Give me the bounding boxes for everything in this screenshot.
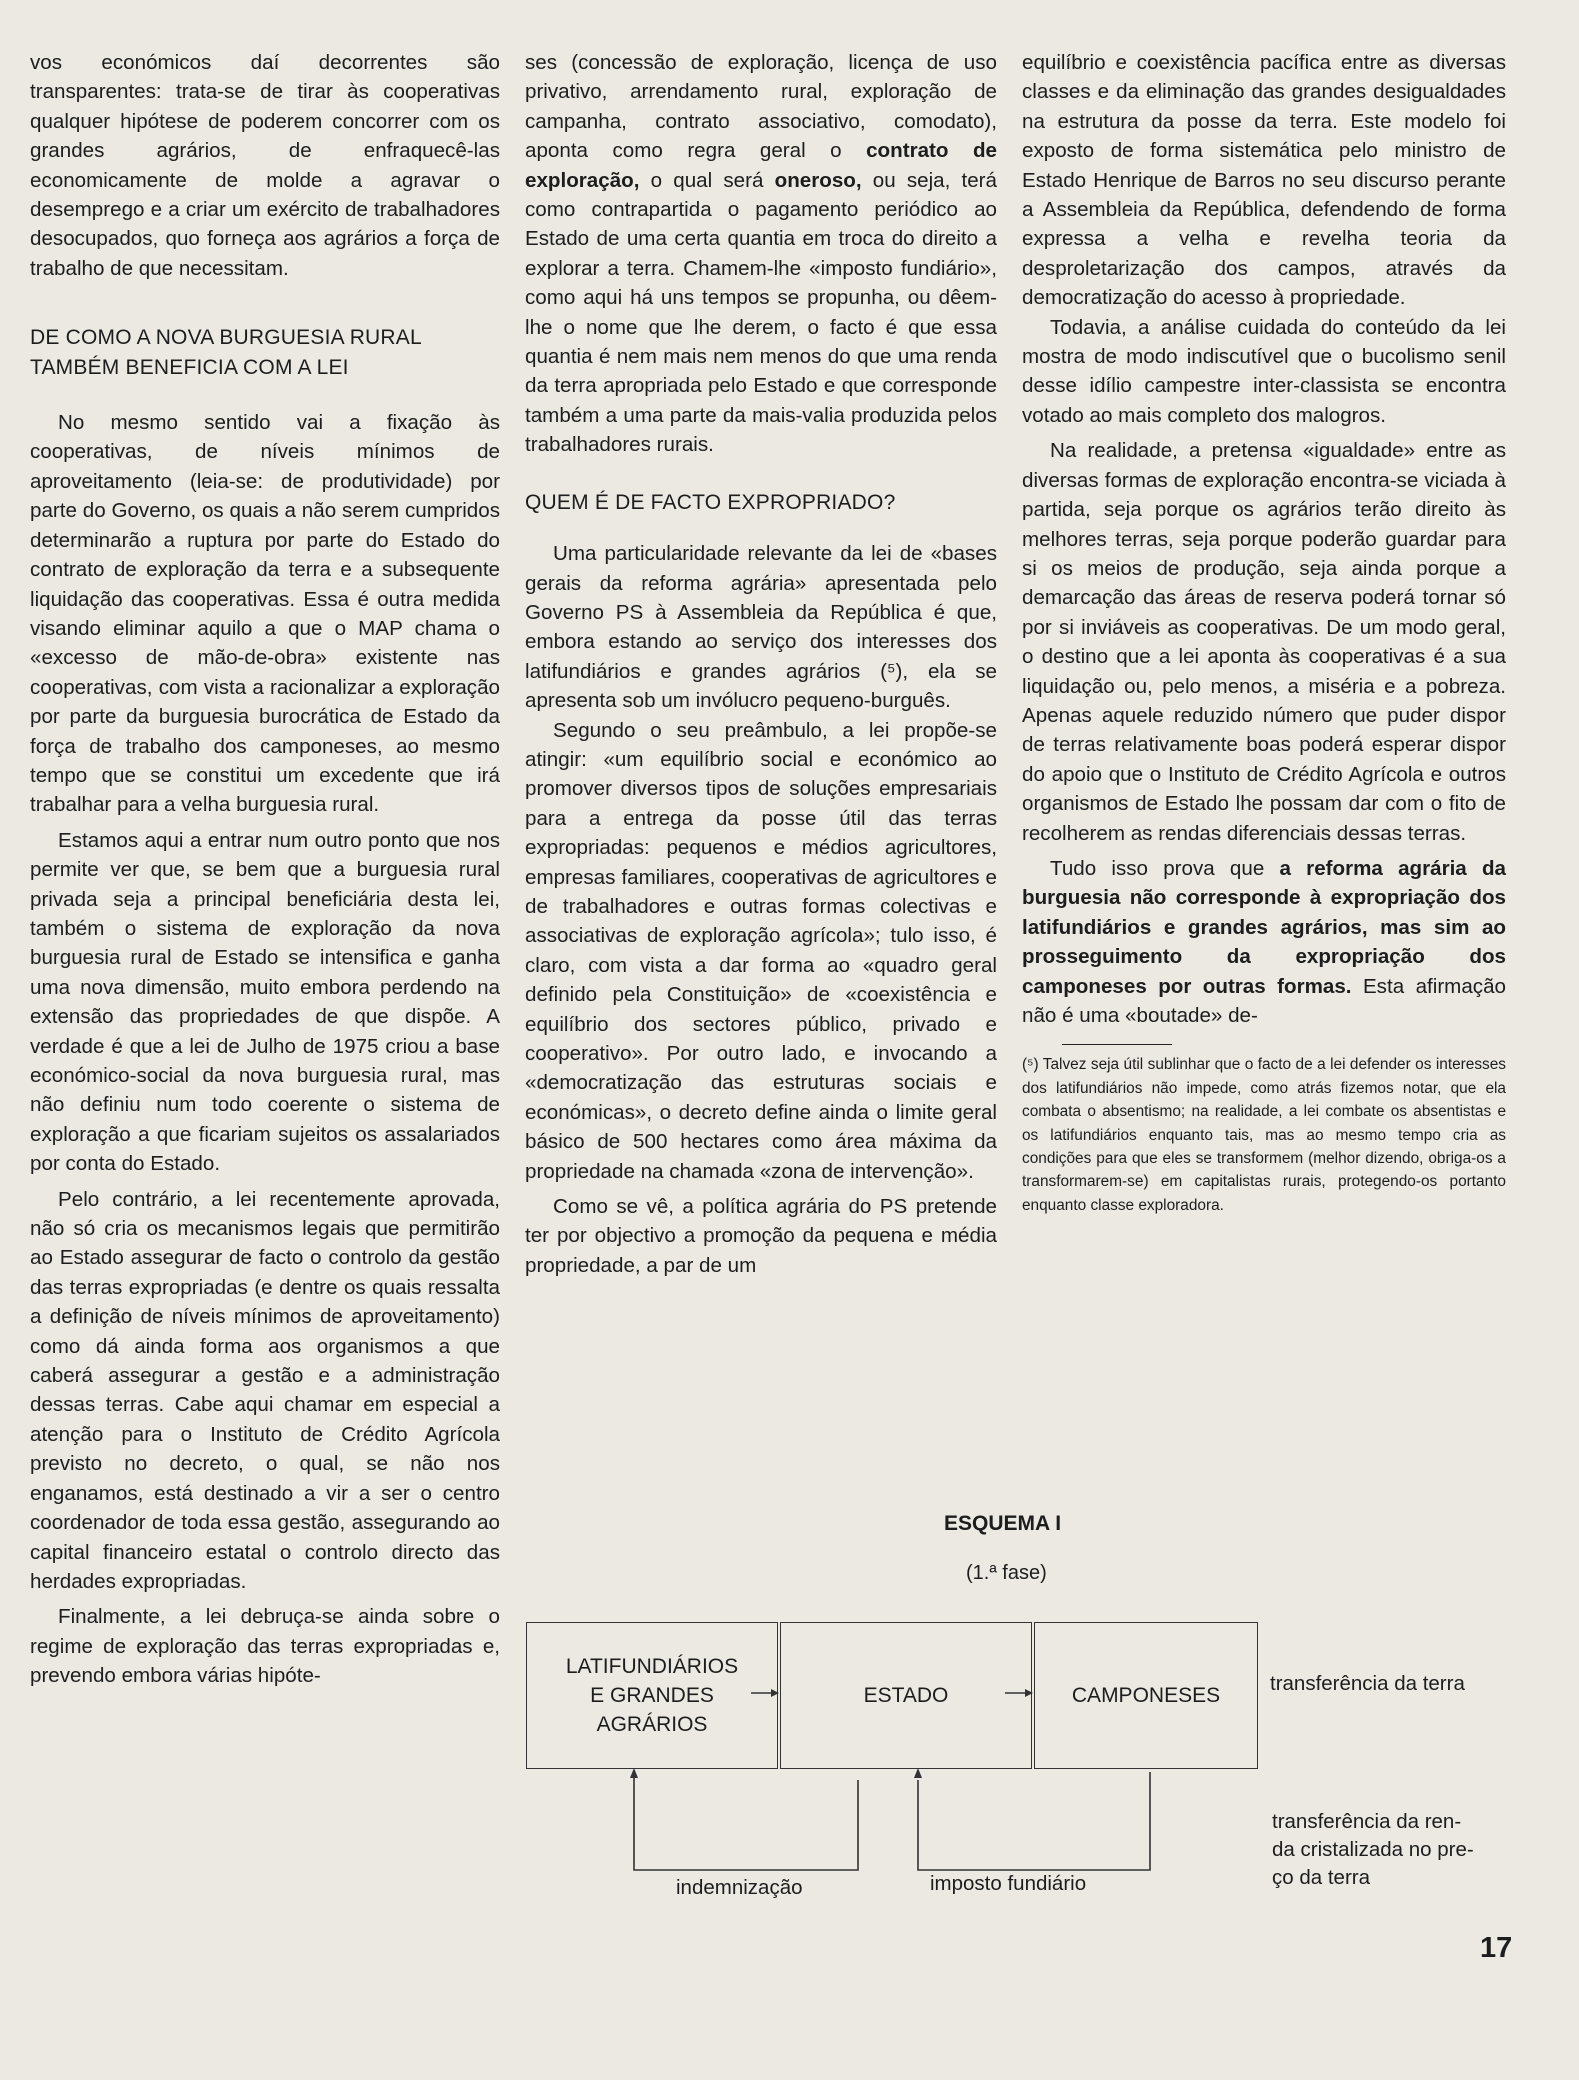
scheme-title: ESQUEMA I (944, 1512, 1062, 1535)
box-latifundiarios: LATIFUNDIÁRIOS E GRANDES AGRÁRIOS (526, 1622, 778, 1769)
box-camponeses: CAMPONESES (1034, 1622, 1258, 1769)
paragraph: ses (concessão de exploração, licença de uso privativo, arrendamento rural, exploração de campanha, contrato associativo, comodato), aponta como regra geral o contrato de exploração, o qual será oneroso, ou seja, terá como contrapartida o pagamento periódico ao Estado de uma certa quantia em troca do direito a explorar a terra. Chamem-lhe «imposto fundiário», como aqui há uns tempos se propunha, ou dêem-lhe o nome que lhe derem, o facto é que essa quantia é nem mais nem menos do que uma renda da terra apropriada pelo Estado e que corresponde também a uma parte da mais-valia produzida pelos trabalhadores rurais. (525, 51, 997, 457)
page-number: 17 (1480, 1932, 1513, 1964)
label-imposto-fundiario: imposto fundiário (930, 1872, 1087, 1895)
section-heading: QUEM É DE FACTO EXPROPRIADO? (525, 490, 896, 514)
paragraph: Pelo contrário, a lei recentemente aprovada, não só cria os mecanismos legais que permitirão ao Estado assegurar de facto o controlo da gestão das terras expropriadas (e dentre os quais ressalta a definição de níveis mínimos de aproveitamento) como dá ainda forma aos organismos a que caberá assegurar a gestão e a administração dessas terras. Cabe aqui chamar em especial a atenção para o Instituto de Crédito Agrícola previsto no decreto, o qual, se não nos enganamos, está destinado a vir a ser o centro coordenador de toda essa gestão, assegurando ao capital financeiro estatal o controlo directo das herdades expropriadas. (30, 1187, 500, 1593)
paragraph: Uma particularidade relevante da lei de «bases gerais da reforma agrária» apresentada pelo Governo PS à Assembleia da República é que, embora estando ao serviço dos interesses dos latifundiários e grandes agrários (⁵), ela se apresenta sob um invólucro pequeno-burguês. (525, 542, 997, 713)
paragraph: No mesmo sentido vai a fixação às cooperativas, de níveis mínimos de aproveitamento (leia-se: de produtividade) por parte do Governo, os quais a não serem cumpridos determinarão a ruptura por parte do Estado do contrato de exploração da terra e a subsequente liquidação das cooperativas. Essa é outra medida visando eliminar aquilo a que o MAP chama o «excesso de mão-de-obra» existente nas cooperativas, com vista a racionalizar a exploração por parte da burguesia burocrática de Estado da força de trabalho dos camponeses, ao mesmo tempo que se constitui um excedente que irá trabalhar para a velha burguesia rural. (30, 411, 500, 817)
paragraph: Todavia, a análise cuidada do conteúdo da lei mostra de modo indiscutível que o bucolismo senil desse idílio campestre inter-classista se encontra votado ao mais completo dos malogros. (1022, 315, 1506, 427)
label-indemnizacao: indemnização (676, 1876, 803, 1899)
paragraph: Tudo isso prova que a reforma agrária da burguesia não corresponde à expropriação dos latifundiários e grandes agrários, mas sim ao prosseguimento da expropriação dos camponeses por outras formas. Esta afirmação não é uma «boutade» de- (1022, 856, 1506, 1027)
box-estado: ESTADO (780, 1622, 1032, 1769)
paragraph: equilíbrio e coexistência pacífica entre as diversas classes e da eliminação das grandes desigualdades na estrutura da posse da terra. Este modelo foi exposto de forma sistemática pelo ministro de Estado Henrique de Barros no seu discurso perante a Assembleia da República, defendendo de forma expressa a velha e revelha teoria da desproletarização dos campos, através da democratização do acesso à propriedade. (1022, 51, 1506, 310)
paragraph: Na realidade, a pretensa «igualdade» entre as diversas formas de exploração encontra-se viciada à partida, seja porque os agrários terão direito às melhores terras, seja porque poderão guardar para si os meios de produção, seja ainda porque a demarcação das áreas de reserva poderá tornar só por si inviáveis as cooperativas. De um modo geral, o destino que a lei aponta às cooperativas é a sua liquidação ou, pelo menos, a miséria e a pobreza. Apenas aquele reduzido número que puder dispor de terras relativamente boas poderá esperar dispor do apoio que o Instituto de Crédito Agrícola e outros organismos de Estado lhe possam dar com o fito de recolherem as rendas diferenciais dessas terras. (1022, 439, 1506, 845)
paragraph: Finalmente, a lei debruça-se ainda sobre o regime de exploração das terras expropriadas e, prevendo embora várias hipóte- (30, 1605, 500, 1688)
footnote: (⁵) Talvez seja útil sublinhar que o facto de a lei defender os interesses dos latifundiários não impede, como atrás fizemos notar, que ela combata o absentismo; na realidade, a lei combate os absentistas e os latifundiários enquanto tais, mas ao mesmo tempo cria as condições para que eles se transformem (melhor dizendo, obriga-os a transformarem-se) em capitalistas rurais, protegendo-os portanto enquanto classe exploradora. (1022, 1056, 1506, 1214)
section-heading: DE COMO A NOVA BURGUESIA RURAL TAMBÉM BENEFICIA COM A LEI (30, 326, 422, 379)
paragraph: Como se vê, a política agrária do PS pretende ter por objectivo a promoção da pequena e média propriedade, a par de um (525, 1195, 997, 1277)
paragraph: Segundo o seu preâmbulo, a lei propõe-se atingir: «um equilíbrio social e económico ao promover diversos tipos de soluções empresariais para a entrega da posse útil das terras expropriadas: pequenos e médios agricultores, empresas familiares, cooperativas de agricultores e de trabalhadores e outras formas colectivas e associativas de exploração agrícola»; tulo isso, é claro, com vista a dar forma ao «quadro geral definido pela Constituição» de «coexistência e equilíbrio dos sectores público, privado e cooperativo». Por outro lado, e invocando a «democratização das estruturas sociais e económicas», o decreto define ainda o limite geral básico de 500 hectares como área máxima da propriedade na chamada «zona de intervenção». (525, 718, 997, 1183)
scheme-subtitle: (1.ª fase) (966, 1562, 1047, 1584)
paragraph: vos económicos daí decorrentes são transparentes: trata-se de tirar às cooperativas qualquer hipótese de poderem concorrer com os grandes agrários, de enfraquecê-las economicamente de molde a agravar o desemprego e a criar um exército de trabalhadores desocupados, quo forneça aos agrários a força de trabalho de que necessitam. (30, 51, 500, 280)
label-transferencia-renda: transferência da ren- da cristalizada no pre- ço da terra (1272, 1810, 1474, 1889)
paragraph: Estamos aqui a entrar num outro ponto que nos permite ver que, se bem que a burguesia rural privada seja a principal beneficiária desta lei, também o sistema de exploração da nova burguesia rural de Estado se intensifica e ganha uma nova dimensão, muito embora perdendo na extensão das propriedades de que dispõe. A verdade é que a lei de Julho de 1975 criou a base económico-social da nova burguesia rural, mas não definiu num todo coerente o sistema de exploração a que ficariam sujeitos os assalariados por conta do Estado. (30, 828, 500, 1176)
label-transferencia-terra: transferência da terra (1270, 1672, 1465, 1695)
